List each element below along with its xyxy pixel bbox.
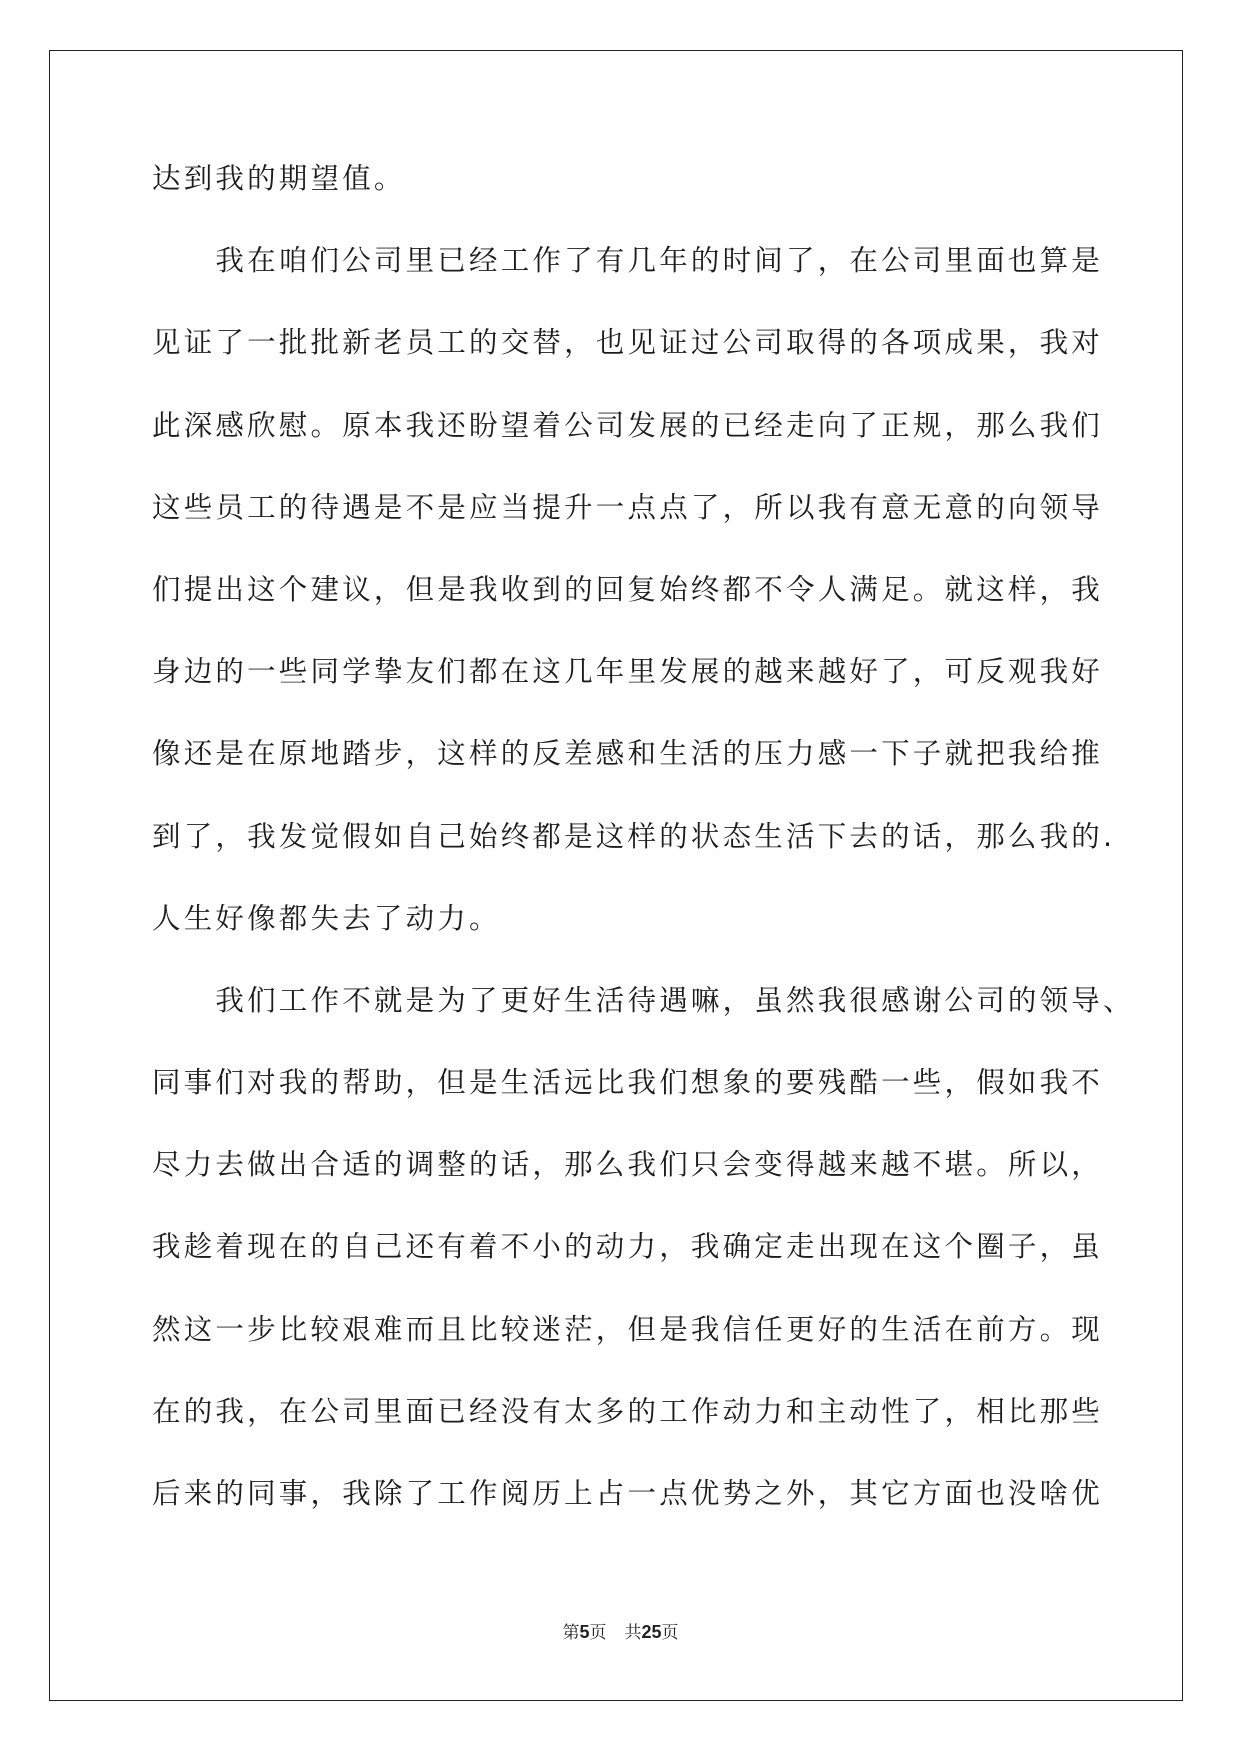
text-line: 们提出这个建议，但是我收到的回复始终都不令人满足。就这样，我 bbox=[152, 572, 1104, 606]
text-line: 到了，我发觉假如自己始终都是这样的状态生活下去的话，那么我的. bbox=[152, 819, 1116, 853]
total-pages: 25 bbox=[641, 1622, 662, 1642]
total-prefix: 共 bbox=[624, 1623, 642, 1643]
text-line: 同事们对我的帮助，但是生活远比我们想象的要残酷一些，假如我不 bbox=[152, 1066, 1104, 1100]
page-suffix: 页 bbox=[589, 1623, 607, 1643]
text-line: 人生好像都失去了动力。 bbox=[152, 901, 501, 935]
text-line: 像还是在原地踏步，这样的反差感和生活的压力感一下子就把我给推 bbox=[152, 737, 1104, 771]
text-line: 我在咱们公司里已经工作了有几年的时间了，在公司里面也算是 bbox=[152, 244, 1104, 278]
text-line: 这些员工的待遇是不是应当提升一点点了，所以我有意无意的向领导 bbox=[152, 490, 1104, 524]
text-line: 达到我的期望值。 bbox=[152, 162, 406, 195]
text-line: 在的我，在公司里面已经没有太多的工作动力和主动性了，相比那些 bbox=[152, 1394, 1104, 1428]
text-line: 后来的同事，我除了工作阅历上占一点优势之外，其它方面也没啥优 bbox=[152, 1477, 1104, 1510]
page-number: 5 bbox=[579, 1622, 590, 1642]
document-body bbox=[152, 160, 1135, 1557]
page-footer bbox=[0, 1618, 1241, 1643]
text-line: 见证了一批批新老员工的交替，也见证过公司取得的各项成果，我对 bbox=[152, 326, 1104, 360]
total-suffix: 页 bbox=[661, 1623, 679, 1643]
text-line: 然这一步比较艰难而且比较迷茫，但是我信任更好的生活在前方。现 bbox=[152, 1312, 1104, 1346]
text-line: 此深感欣慰。原本我还盼望着公司发展的已经走向了正规，那么我们 bbox=[152, 408, 1104, 442]
page-prefix: 第 bbox=[562, 1623, 580, 1643]
text-line: 身边的一些同学挚友们都在这几年里发展的越来越好了，可反观我好 bbox=[152, 655, 1104, 689]
text-line: 尽力去做出合适的调整的话，那么我们只会变得越来越不堪。所以， bbox=[152, 1148, 1104, 1182]
text-line: 我趁着现在的自己还有着不小的动力，我确定走出现在这个圈子，虽 bbox=[152, 1230, 1104, 1264]
text-line: 我们工作不就是为了更好生活待遇嘛，虽然我很感谢公司的领导、 bbox=[152, 983, 1135, 1017]
